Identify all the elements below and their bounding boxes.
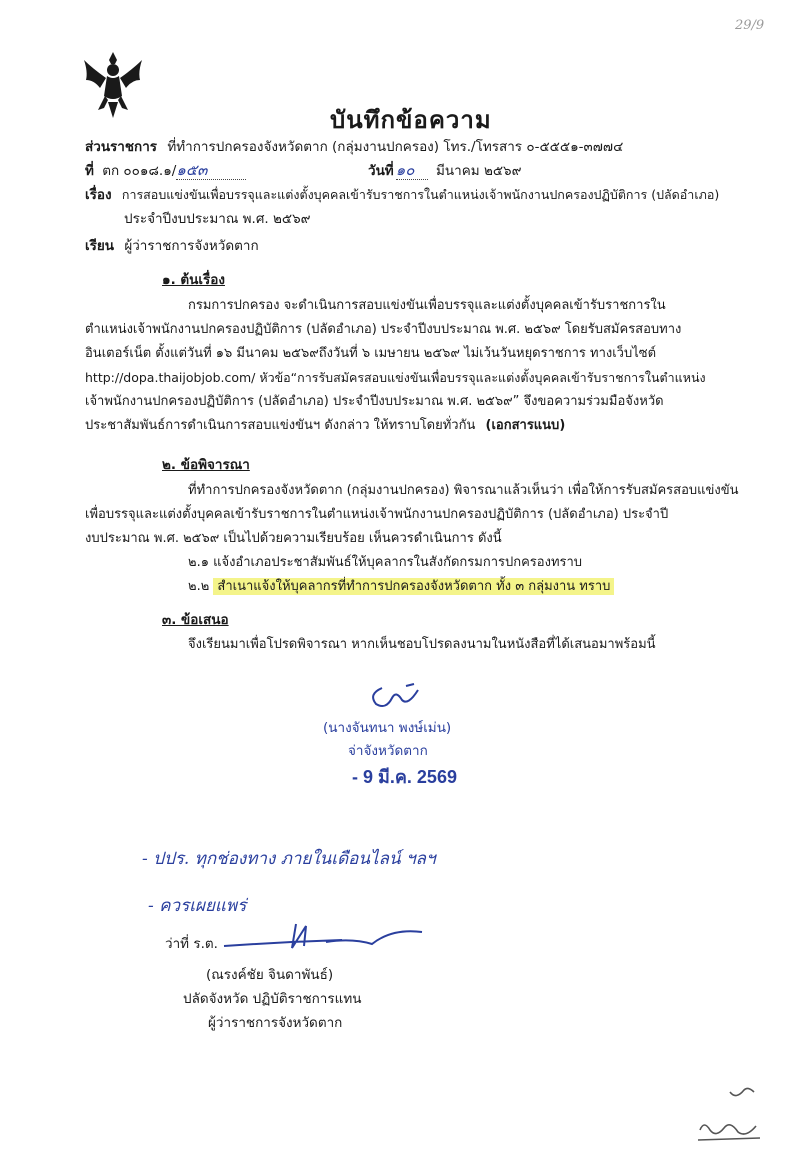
section-1-line: ตำแหน่งเจ้าพนักงานปกครองปฏิบัติการ (ปลัดอำเภอ) ประจำปีงบประมาณ พ.ศ. ๒๕๖๙ โดยรับสมัครสอบทาง [85,322,682,337]
section-2-line: งบประมาณ พ.ศ. ๒๕๖๙ เป็นไปด้วยความเรียบร้อย เห็นควรดำเนินการ ดังนี้ [85,531,502,546]
subject-line-1: การสอบแข่งขันเพื่อบรรจุและแต่งตั้งบุคคลเข้ารับราชการในตำแหน่งเจ้าพนักงานปกครองปฏิบัติการ (ปลัดอำเภอ) [121,187,720,202]
attachment-note: (เอกสารแนบ) [485,418,566,433]
item-2-prefix: ๒.๒ [188,579,214,594]
signature-scribble-1 [362,680,432,712]
highlighted-item-text: สำเนาแจ้งให้บุคลากรที่ทำการปกครองจังหวัดตาก ทั้ง ๓ กลุ่มงาน ทราบ [213,578,614,595]
section-2-item-1: ๒.๑ แจ้งอำเภอประชาสัมพันธ์ให้บุคลากรในสังกัดกรมการปกครองทราบ [188,555,583,570]
subject-row [85,186,719,204]
document-title: บันทึกข้อความ [330,106,492,134]
to-row [85,237,259,255]
date-value: มีนาคม ๒๕๖๙ [436,163,522,179]
agency-row [85,138,623,156]
section-2-line: ที่ทำการปกครองจังหวัดตาก (กลุ่มงานปกครอง) พิจารณาแล้วเห็นว่า เพื่อให้การรับสมัครสอบแข่งขัน [188,483,739,498]
section-2-line: เพื่อบรรจุและแต่งตั้งบุคคลเข้ารับราชการในตำแหน่งเจ้าพนักงานปกครองปฏิบัติการ (ปลัดอำเภอ) ประจำปี [85,507,669,522]
signer-2-title-1: ปลัดจังหวัด ปฏิบัติราชการแทน [183,991,362,1007]
agency-value: ที่ทำการปกครองจังหวัดตาก (กลุ่มงานปกครอง) โทร./โทรสาร ๐-๕๕๕๑-๓๗๗๔ [167,139,624,155]
section-1-line: เจ้าพนักงานปกครองปฏิบัติการ (ปลัดอำเภอ) ประจำปีงบประมาณ พ.ศ. ๒๕๖๙” จึงขอความร่วมมือจังหวัด [85,394,664,409]
ref-handwritten: ๑๕๓ [176,161,246,180]
section-1-last-line [85,417,565,435]
handwritten-note-2: - ควรเผยแพร่ [148,896,247,916]
corner-mark: 29/9 [735,18,765,33]
to-value: ผู้ว่าราชการจังหวัดตาก [124,238,259,254]
section-1-line: http://dopa.thaijobjob.com/ หัวข้อ“การรับสมัครสอบแข่งขันเพื่อบรรจุและแต่งตั้งบุคคลเข้ารับราชการในตำแหน่ง [85,370,706,385]
section-2-item-2 [188,578,614,596]
ref-label: ที่ [85,163,94,179]
section-1-line: อินเตอร์เน็ต ตั้งแต่วันที่ ๑๖ มีนาคม ๒๕๖๙ถึงวันที่ ๖ เมษายน ๒๕๖๙ ไม่เว้นวันหยุดราชการ ทางเว็บไซต์ [85,346,657,361]
section-3-line: จึงเรียนมาเพื่อโปรดพิจารณา หากเห็นชอบโปรดลงนามในหนังสือที่ได้เสนอมาพร้อมนี้ [188,637,656,652]
section-1-heading: ๑. ต้นเรื่อง [162,272,225,288]
to-label: เรียน [85,238,115,254]
received-date-stamp: - 9 มี.ค. 2569 [352,767,457,787]
signer-2-label: ว่าที่ ร.ต. [165,936,218,952]
section-1-line: กรมการปกครอง จะดำเนินการสอบแข่งขันเพื่อบรรจุและแต่งตั้งบุคคลเข้ารับราชการใน [188,298,666,313]
handwritten-note-1: - ปปร. ทุกช่องทาง ภายในเดือนไลน์ ฯลฯ [142,849,436,869]
ref-value: ตก ๐๐๑๘.๑/ [102,163,177,179]
signer-1-title: จ่าจังหวัดตาก [348,743,428,759]
date-label: วันที่ [368,163,394,179]
signer-2-title-2: ผู้ว่าราชการจังหวัดตาก [208,1015,343,1031]
subject-line-2: ประจำปีงบประมาณ พ.ศ. ๒๕๖๙ [124,211,311,227]
section-2-heading: ๒. ข้อพิจารณา [162,457,250,473]
subject-label: เรื่อง [85,187,112,203]
signature-scribble-2 [222,918,432,954]
reference-row [85,161,246,180]
agency-label: ส่วนราชการ [85,139,158,155]
date-row [368,161,522,180]
section-3-heading: ๓. ข้อเสนอ [162,612,229,628]
initials-scribble [690,1080,770,1150]
garuda-emblem-icon [82,50,144,120]
section-1-line: ประชาสัมพันธ์การดำเนินการสอบแข่งขันฯ ดังกล่าว ให้ทราบโดยทั่วกัน [85,418,476,433]
signer-2-name: (ณรงค์ชัย จินดาพันธ์) [206,967,334,983]
date-handwritten: ๑๐ [396,161,428,180]
signer-1-name: (นางจันทนา พงษ์เม่น) [323,720,452,736]
